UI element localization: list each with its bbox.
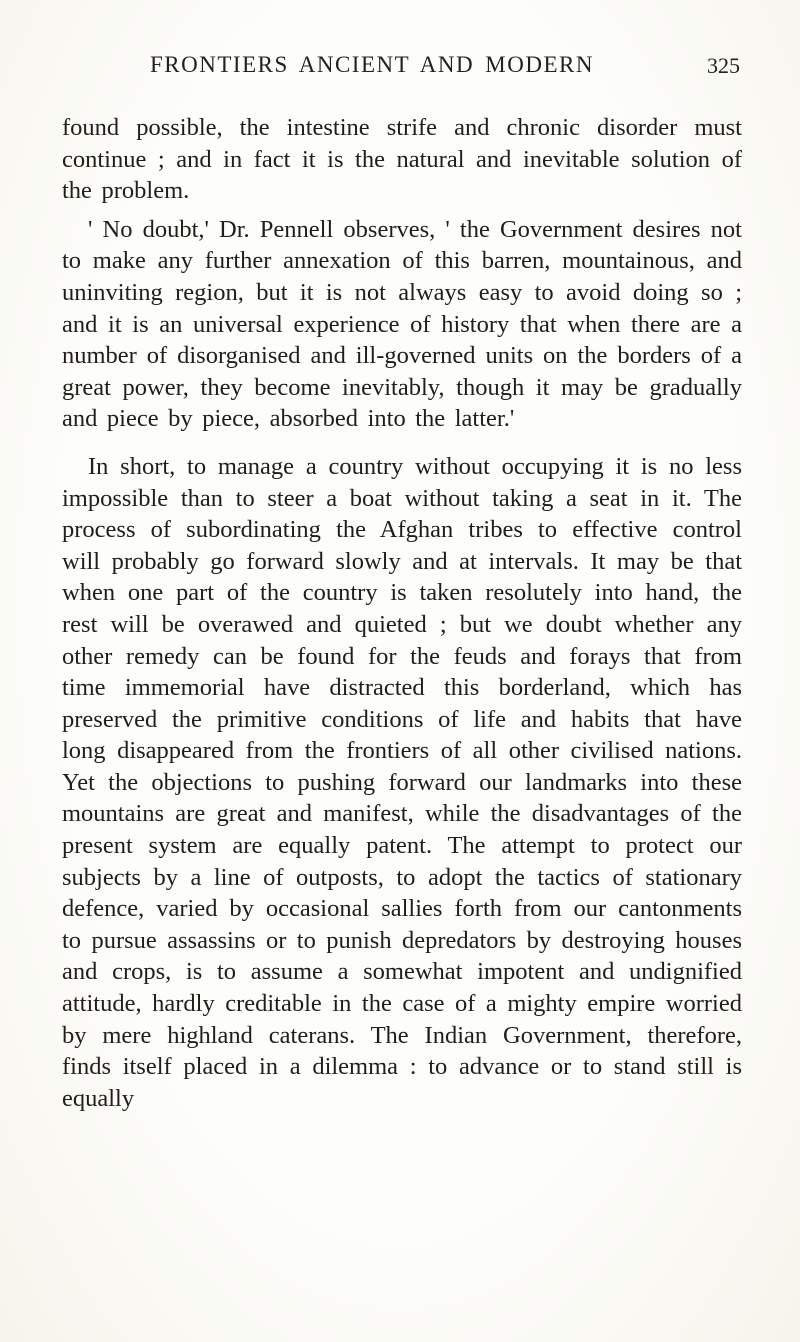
- page-header: [62, 52, 742, 86]
- paragraph: found possible, the intestine strife and chronic disorder must continue ; and in fact it is the natural and inevitable solution of the problem.: [62, 114, 742, 205]
- paragraph: In short, to manage a country without occupying it is no less impossible than to steer a boat without taking a seat in it. The process of subordinating the Afghan tribes to effective control will probably go forward slowly and at intervals. It may be that when one part of the country is taken resolutely into hand, the rest will be overawed and quieted ; but we doubt whether any other remedy can be found for the feuds and forays that from time immemorial have distracted this borderland, which has preserved the primitive conditions of life and habits that have long disappeared from the frontiers of all other civilised nations. Yet the objections to pushing forward our landmarks into these mountains are great and manifest, while the disadvantages of the present system are equally patent. The attempt to protect our subjects by a line of outposts, to adopt the tactics of stationary defence, varied by occasional sallies forth from our cantonments to pursue assassins or to punish depredators by destroying houses and crops, is to assume a somewhat impotent and undignified attitude, hardly creditable in the case of a mighty empire worried by mere highland caterans. The Indian Government, therefore, finds itself placed in a dilemma : to advance or to stand still is equally: [62, 452, 742, 1112]
- paragraph: ' No doubt,' Dr. Pennell observes, ' the Government desires not to make any further annexation of this barren, mountainous, and uninviting region, but it is not always easy to avoid doing so ; and it is an universal experience of history that when there are a number of disorganised and ill-governed units on the borders of a great power, they become inevitably, though it may be gradually and piece by piece, absorbed into the latter.': [62, 215, 742, 433]
- page-number: 325: [707, 53, 740, 78]
- running-title: FRONTIERS ANCIENT AND MODERN: [150, 52, 594, 77]
- body-text: [62, 112, 742, 1114]
